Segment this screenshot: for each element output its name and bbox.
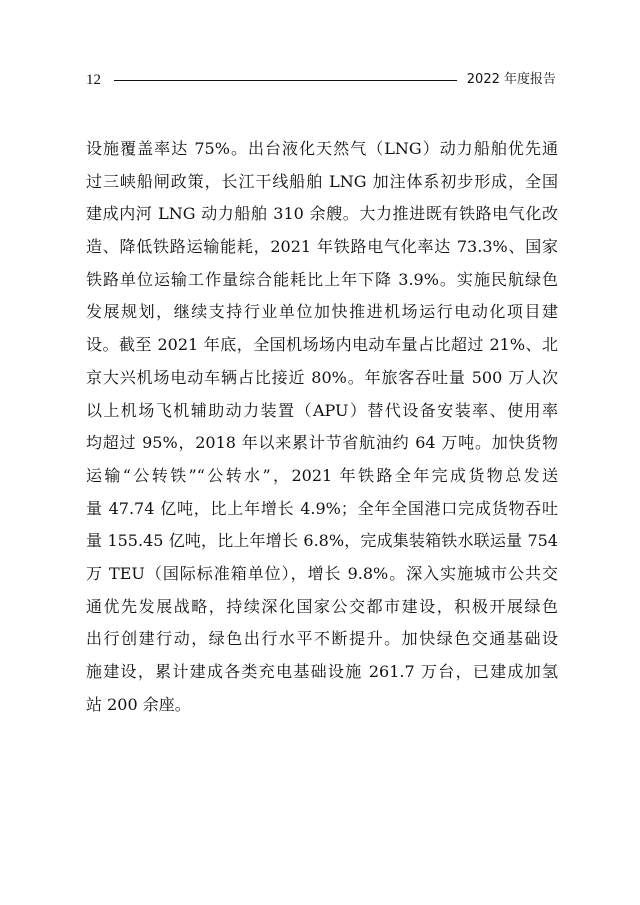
text-line: 铁路单位运输工作量综合能耗比上年下降 3.9%。实施民航绿色 <box>86 269 558 289</box>
text-line: 出行创建行动，绿色出行水平不断提升。加快绿色交通基础设 <box>86 629 558 649</box>
text-line: 设施覆盖率达 75%。出台液化天然气（LNG）动力船舶优先通 <box>86 139 558 158</box>
text-line: 建成内河 LNG 动力船舶 310 余艘。大力推进既有铁路电气化改 <box>86 204 558 224</box>
text-line: 设。截至 2021 年底，全国机场场内电动车量占比超过 21%、北 <box>86 335 558 355</box>
text-line: 造、降低铁路运输能耗，2021 年铁路电气化率达 73.3%、国家 <box>86 237 558 257</box>
text-line: 均超过 95%，2018 年以来累计节省航油约 64 万吨。加快货物 <box>86 433 558 453</box>
text-line: 以上机场飞机辅助动力装置（APU）替代设备安装率、使用率 <box>86 400 558 420</box>
header-rule <box>114 80 457 81</box>
text-line: 京大兴机场电动车辆占比接近 80%。年旅客吞吐量 500 万人次 <box>86 367 558 387</box>
text-line: 量 47.74 亿吨，比上年增长 4.9%；全年全国港口完成货物吞吐 <box>86 498 558 518</box>
text-line: 万 TEU（国际标准箱单位），增长 9.8%。深入实施城市公共交 <box>86 563 558 583</box>
text-line: 施建设，累计建成各类充电基础设施 261.7 万台，已建成加氢 <box>86 662 558 681</box>
text-line: 站 200 余座。 <box>86 694 191 714</box>
text-line: 运输“公转铁”“公转水”，2021 年铁路全年完成货物总发送 <box>86 465 558 485</box>
body-paragraph <box>86 133 558 721</box>
text-line: 通优先发展战略，持续深化国家公交都市建设，积极开展绿色 <box>86 596 558 616</box>
text-line: 发展规划，继续支持行业单位加快推进机场运行电动化项目建 <box>86 302 558 322</box>
text-line: 量 155.45 亿吨，比上年增长 6.8%，完成集装箱铁水联运量 754 <box>86 531 558 551</box>
page-header <box>86 69 556 91</box>
report-title: 2022 年度报告 <box>466 72 556 87</box>
page-number: 12 <box>86 72 101 88</box>
text-line: 过三峡船闸政策，长江干线船舶 LNG 加注体系初步形成，全国 <box>86 171 558 191</box>
